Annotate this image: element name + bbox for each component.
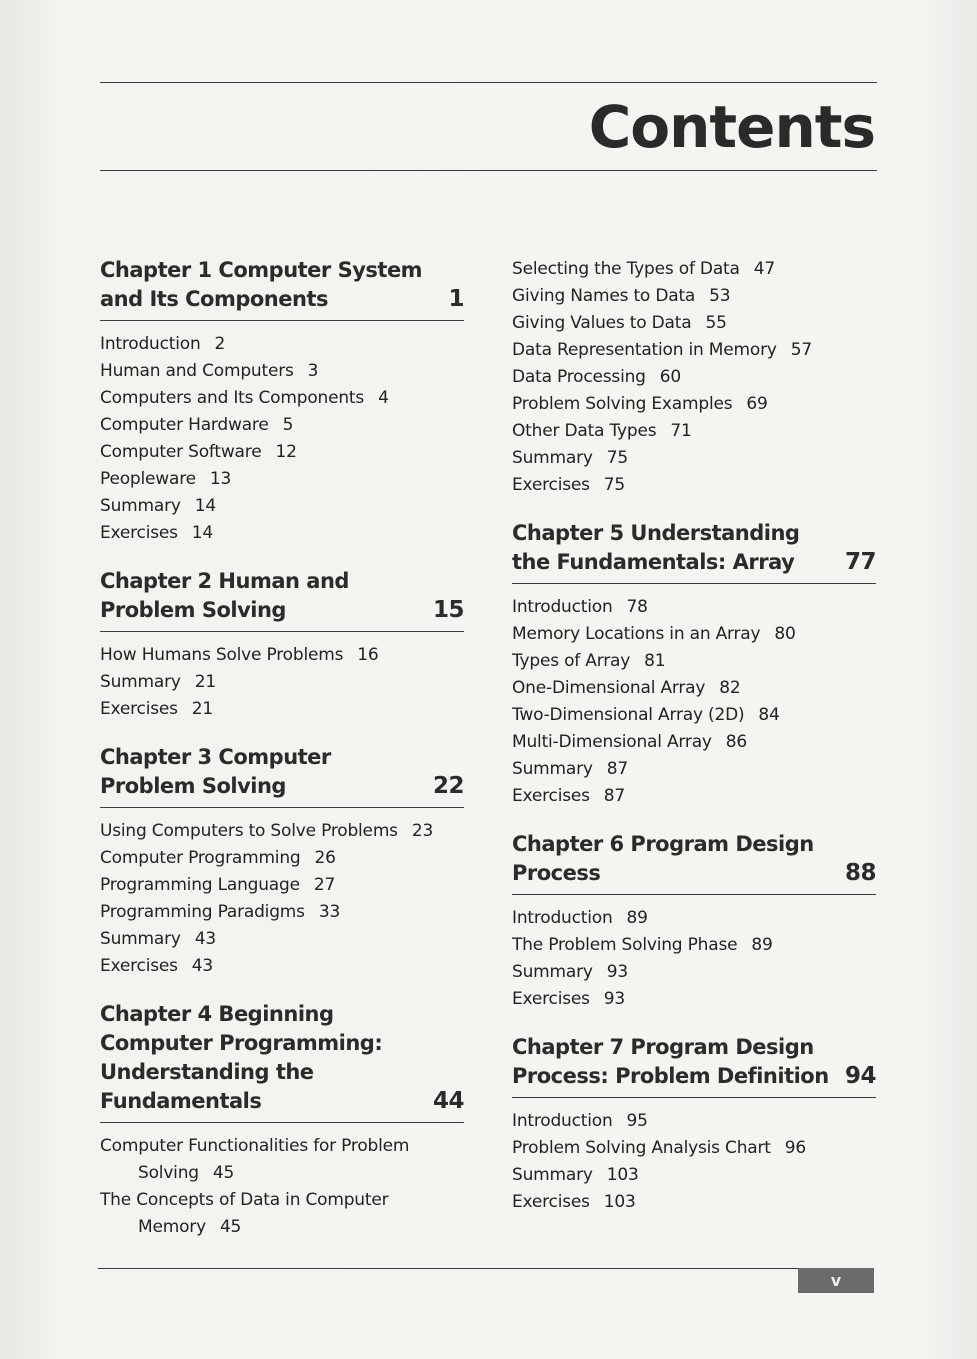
entry-title: Types of Array [512,651,631,671]
toc-entry [100,520,464,547]
entry-title: Computers and Its Components [100,388,365,408]
toc-entry [512,391,876,418]
entry-page: 16 [357,645,379,665]
entry-title: How Humans Solve Problems [100,645,344,665]
entry-page: 2 [214,334,226,354]
entry-title: Exercises [512,786,590,806]
entry-title: Peopleware [100,469,196,489]
entry-page: 21 [191,699,214,719]
toc-entry [512,418,876,445]
entry-page: 75 [603,475,626,495]
chapter-title: Chapter 6 Program Design Process [512,832,814,885]
chapter-heading [512,1033,876,1098]
entry-title: Introduction [512,597,613,617]
entry-page: 80 [774,624,796,644]
entry-title: The Concepts of Data in Computer [100,1190,389,1210]
chapter-section [100,256,464,547]
entry-title: Giving Names to Data [512,286,696,306]
entry-page: 78 [626,597,648,617]
right-column [512,256,876,1236]
toc-entry [100,439,464,466]
chapter-section [512,830,876,1013]
entry-page: 71 [670,421,692,441]
chapter-page: 44 [432,1088,464,1114]
entry-page: 55 [705,313,727,333]
toc-entry [512,702,876,729]
toc-entry [512,648,876,675]
chapter-section [512,1033,876,1216]
chapter-heading [100,1000,464,1123]
entry-title: Selecting the Types of Data [512,259,740,279]
toc-entry [100,493,464,520]
entry-title: Memory Locations in an Array [512,624,761,644]
entry-title: The Problem Solving Phase [512,935,738,955]
toc-entry [512,783,876,810]
entry-page: 14 [194,496,216,516]
entry-page: 89 [751,935,773,955]
toc-entry [100,669,464,696]
toc-entry [100,1133,464,1187]
entry-page: 5 [282,415,294,435]
entry-page: 26 [314,848,336,868]
entry-page: 103 [603,1192,636,1212]
entry-page: 103 [606,1165,639,1185]
entry-title: Introduction [512,908,613,928]
chapter-page: 88 [844,860,876,886]
toc-entry [100,926,464,953]
entry-title: Summary [100,929,181,949]
entry-page: 43 [194,929,216,949]
title-rule [100,170,877,171]
chapter-page: 22 [432,773,464,799]
entry-page: 93 [603,989,626,1009]
entry-page: 27 [313,875,336,895]
left-column [100,256,464,1261]
entry-title: Giving Values to Data [512,313,692,333]
entry-title: Programming Language [100,875,300,895]
toc-entry [512,729,876,756]
toc-entry [512,594,876,621]
toc-entry [512,445,876,472]
toc-entry [100,899,464,926]
chapter-heading [512,519,876,584]
toc-entry [512,472,876,499]
entry-page: 87 [603,786,626,806]
continued-entries [512,256,876,499]
toc-entry [100,818,464,845]
entry-page: 33 [318,902,341,922]
entry-title: Summary [100,672,181,692]
entry-page: 47 [753,259,775,279]
entry-title: Problem Solving Analysis Chart [512,1138,771,1158]
chapter-page: 15 [432,597,464,623]
toc-entry [100,385,464,412]
entry-title: Problem Solving Examples [512,394,733,414]
top-rule [100,82,877,83]
toc-entry [512,1189,876,1216]
toc-entry [512,364,876,391]
entry-title: One-Dimensional Array [512,678,706,698]
toc-entry [100,642,464,669]
entry-title: Using Computers to Solve Problems [100,821,398,841]
entry-title: Computer Functionalities for Problem [100,1136,410,1156]
entry-title: Exercises [100,699,178,719]
entry-title: Multi-Dimensional Array [512,732,712,752]
chapter-heading [100,256,464,321]
page-title: Contents [588,93,875,161]
toc-entry [512,310,876,337]
entry-title: Two-Dimensional Array (2D) [512,705,745,725]
chapter-title: Chapter 1 Computer System and Its Components [100,258,423,311]
toc-entry [512,283,876,310]
toc-entry [100,331,464,358]
entry-page: 89 [626,908,648,928]
entry-title: Exercises [100,956,178,976]
entry-title: Computer Software [100,442,262,462]
toc-entry [100,872,464,899]
entry-page: 12 [275,442,297,462]
entry-page: 93 [606,962,628,982]
entry-page: 75 [606,448,628,468]
page-number: v [798,1268,874,1293]
entry-title: Data Representation in Memory [512,340,777,360]
toc-entry [512,675,876,702]
entry-title: Human and Computers [100,361,294,381]
toc-entry [100,845,464,872]
entry-page: 4 [378,388,389,408]
toc-entry [100,466,464,493]
toc-entry [100,696,464,723]
chapter-page: 1 [448,286,464,312]
toc-entry [512,959,876,986]
entry-page: 53 [709,286,731,306]
entry-page: 23 [411,821,434,841]
toc-entry [512,1162,876,1189]
entry-title: Summary [512,759,593,779]
entry-page: 69 [746,394,768,414]
entry-page: 82 [719,678,741,698]
toc-entry [512,1135,876,1162]
entry-page: 84 [758,705,780,725]
toc-entry [512,932,876,959]
entry-title: Data Processing [512,367,646,387]
entry-page: 60 [659,367,682,387]
entry-title-continued: Solving 45 [138,1163,235,1183]
entry-page: 21 [194,672,216,692]
toc-entry [100,412,464,439]
chapter-heading [100,567,464,632]
chapter-title: Chapter 5 Understanding the Fundamentals: Array [512,521,800,574]
entry-page: 43 [191,956,214,976]
entry-title: Introduction [100,334,201,354]
toc-entry [512,337,876,364]
chapter-section [100,743,464,980]
entry-title: Summary [512,448,593,468]
toc-entry [512,986,876,1013]
entry-page: 45 [219,1217,242,1237]
chapter-heading [512,830,876,895]
chapter-page: 94 [844,1063,876,1089]
entry-page: 95 [626,1111,648,1131]
entry-page: 87 [606,759,628,779]
entry-title: Other Data Types [512,421,657,441]
entry-page: 13 [209,469,232,489]
chapter-title: Chapter 7 Program Design Process: Problem Definition [512,1035,829,1088]
entry-title: Exercises [100,523,178,543]
entry-page: 45 [212,1163,235,1183]
entry-page: 57 [790,340,812,360]
entry-title: Summary [512,962,593,982]
entry-title: Programming Paradigms [100,902,305,922]
chapter-heading [100,743,464,808]
entry-page: 96 [784,1138,806,1158]
entry-page: 86 [725,732,748,752]
toc-entry [100,1187,464,1241]
entry-page: 81 [644,651,666,671]
footer-rule [98,1268,874,1269]
entry-title: Exercises [512,475,590,495]
toc-entry [512,621,876,648]
entry-title: Summary [100,496,181,516]
entry-title: Introduction [512,1111,613,1131]
chapter-section [100,1000,464,1241]
entry-title: Computer Hardware [100,415,269,435]
entry-page: 14 [191,523,214,543]
entry-title: Summary [512,1165,593,1185]
entry-title-continued: Memory 45 [138,1217,242,1237]
toc-entry [512,1108,876,1135]
toc-entry [512,256,876,283]
chapter-title: Chapter 4 Beginning Computer Programming: Understanding the Fundamentals [100,1002,383,1113]
chapter-section [100,567,464,723]
toc-entry [100,953,464,980]
chapter-title: Chapter 2 Human and Problem Solving [100,569,349,622]
entry-title: Exercises [512,1192,590,1212]
entry-page: 3 [307,361,319,381]
entry-title: Computer Programming [100,848,301,868]
toc-entry [512,905,876,932]
chapter-section [512,519,876,810]
toc-entry [100,358,464,385]
chapter-page: 77 [844,549,876,575]
entry-title: Exercises [512,989,590,1009]
chapter-title: Chapter 3 Computer Problem Solving [100,745,331,798]
toc-entry [512,756,876,783]
